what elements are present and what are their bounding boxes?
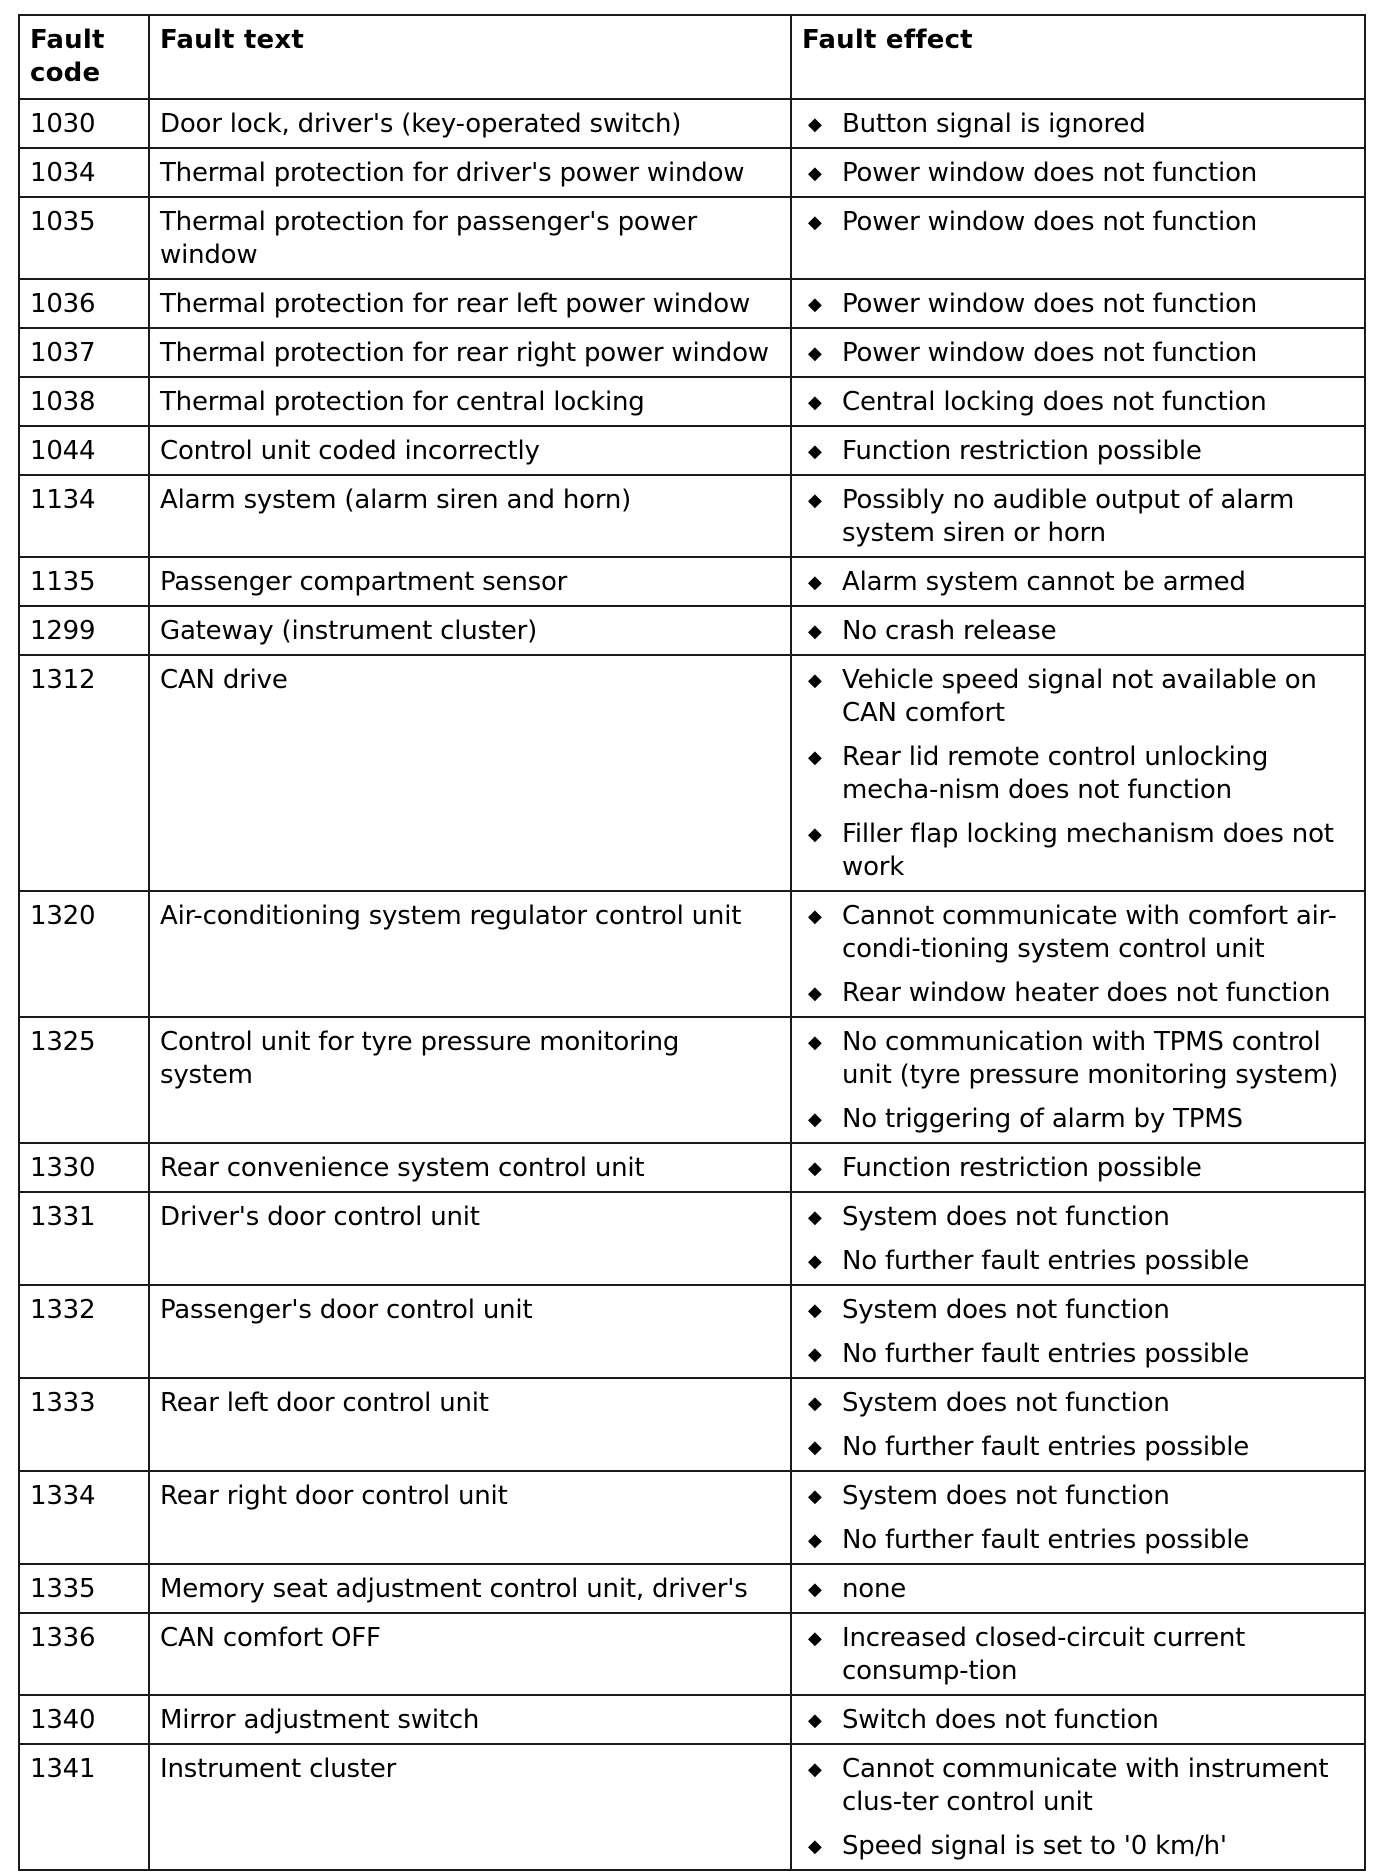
fault-effect-cell [791, 606, 1365, 655]
diamond-bullet-icon: ◆ [808, 572, 822, 593]
fault-text-cell: Alarm system (alarm siren and horn) [149, 475, 791, 557]
fault-effect-cell [791, 1613, 1365, 1695]
fault-code-cell: 1325 [19, 1017, 149, 1143]
table-row [19, 99, 1365, 148]
list-item [802, 386, 1354, 419]
table-row [19, 1471, 1365, 1564]
list-item [802, 1524, 1354, 1557]
fault-code-cell: 1299 [19, 606, 149, 655]
fault-effect-cell [791, 1143, 1365, 1192]
fault-effect-text: none [842, 1574, 907, 1604]
diamond-bullet-icon: ◆ [808, 1158, 822, 1179]
fault-code-cell: 1320 [19, 891, 149, 1017]
fault-effect-list [802, 1480, 1354, 1557]
list-item [802, 1753, 1354, 1819]
fault-effect-list [802, 664, 1354, 884]
fault-effect-cell [791, 99, 1365, 148]
fault-effect-text: Power window does not function [842, 289, 1258, 319]
table-row [19, 328, 1365, 377]
fault-text-cell: Passenger compartment sensor [149, 557, 791, 606]
fault-code-cell: 1037 [19, 328, 149, 377]
fault-code-cell: 1333 [19, 1378, 149, 1471]
table-row [19, 148, 1365, 197]
list-item [802, 484, 1354, 550]
fault-effect-list [802, 206, 1354, 239]
fault-effect-list [802, 1387, 1354, 1464]
fault-text-cell: Thermal protection for passenger's power window [149, 197, 791, 279]
header-fault-effect-label: Fault effect [802, 25, 973, 55]
fault-text-cell: Rear left door control unit [149, 1378, 791, 1471]
fault-text-cell: Control unit for tyre pressure monitoring system [149, 1017, 791, 1143]
fault-code-cell: 1034 [19, 148, 149, 197]
fault-text-cell: Rear right door control unit [149, 1471, 791, 1564]
list-item [802, 1201, 1354, 1234]
list-item [802, 664, 1354, 730]
fault-effect-text: Cannot communicate with instrument clus-ter control unit [842, 1754, 1329, 1817]
fault-text-cell: Instrument cluster [149, 1744, 791, 1870]
table-row [19, 1744, 1365, 1870]
fault-effect-text: System does not function [842, 1202, 1170, 1232]
diamond-bullet-icon: ◆ [808, 1300, 822, 1321]
diamond-bullet-icon: ◆ [808, 294, 822, 315]
fault-text-cell: Gateway (instrument cluster) [149, 606, 791, 655]
table-row [19, 1695, 1365, 1744]
fault-effect-list [802, 435, 1354, 468]
list-item [802, 157, 1354, 190]
list-item [802, 1830, 1354, 1863]
fault-effect-cell [791, 557, 1365, 606]
diamond-bullet-icon: ◆ [808, 1530, 822, 1551]
fault-effect-text: System does not function [842, 1481, 1170, 1511]
table-row [19, 377, 1365, 426]
list-item [802, 900, 1354, 966]
fault-code-cell: 1036 [19, 279, 149, 328]
fault-effect-text: Rear lid remote control unlocking mecha-nism does not function [842, 742, 1269, 805]
header-fault-effect [791, 15, 1365, 99]
fault-code-cell: 1135 [19, 557, 149, 606]
fault-effect-text: Speed signal is set to '0 km/h' [842, 1831, 1227, 1861]
diamond-bullet-icon: ◆ [808, 1207, 822, 1228]
fault-effect-text: Alarm system cannot be armed [842, 567, 1246, 597]
fault-code-cell: 1035 [19, 197, 149, 279]
fault-effect-text: Power window does not function [842, 158, 1258, 188]
diamond-bullet-icon: ◆ [808, 621, 822, 642]
diamond-bullet-icon: ◆ [808, 670, 822, 691]
list-item [802, 337, 1354, 370]
fault-effect-text: System does not function [842, 1295, 1170, 1325]
diamond-bullet-icon: ◆ [808, 1251, 822, 1272]
table-body [19, 99, 1365, 1870]
fault-effect-cell [791, 1695, 1365, 1744]
fault-effect-list [802, 566, 1354, 599]
fault-code-cell: 1336 [19, 1613, 149, 1695]
fault-effect-list [802, 108, 1354, 141]
diamond-bullet-icon: ◆ [808, 114, 822, 135]
fault-effect-text: No crash release [842, 616, 1057, 646]
fault-effect-list [802, 1152, 1354, 1185]
fault-effect-list [802, 1294, 1354, 1371]
header-fault-code [19, 15, 149, 99]
fault-effect-cell [791, 426, 1365, 475]
fault-effect-text: Function restriction possible [842, 1153, 1202, 1183]
table-row [19, 1285, 1365, 1378]
list-item [802, 1387, 1354, 1420]
fault-effect-list [802, 337, 1354, 370]
fault-text-cell: Mirror adjustment switch [149, 1695, 791, 1744]
table-row [19, 1143, 1365, 1192]
fault-text-cell: Passenger's door control unit [149, 1285, 791, 1378]
fault-effect-cell [791, 328, 1365, 377]
list-item [802, 818, 1354, 884]
diamond-bullet-icon: ◆ [808, 747, 822, 768]
table-row [19, 1017, 1365, 1143]
fault-text-cell: Driver's door control unit [149, 1192, 791, 1285]
fault-text-cell: CAN comfort OFF [149, 1613, 791, 1695]
diamond-bullet-icon: ◆ [808, 1109, 822, 1130]
fault-code-cell: 1341 [19, 1744, 149, 1870]
fault-code-cell: 1331 [19, 1192, 149, 1285]
table-row [19, 475, 1365, 557]
fault-code-cell: 1334 [19, 1471, 149, 1564]
list-item [802, 1431, 1354, 1464]
fault-effect-cell [791, 1285, 1365, 1378]
fault-code-table [18, 14, 1366, 1871]
list-item [802, 615, 1354, 648]
list-item [802, 206, 1354, 239]
fault-text-cell: Thermal protection for rear right power window [149, 328, 791, 377]
fault-effect-text: Central locking does not function [842, 387, 1267, 417]
fault-effect-text: No communication with TPMS control unit (tyre pressure monitoring system) [842, 1027, 1339, 1090]
fault-effect-list [802, 157, 1354, 190]
fault-effect-list [802, 1201, 1354, 1278]
diamond-bullet-icon: ◆ [808, 1486, 822, 1507]
diamond-bullet-icon: ◆ [808, 1393, 822, 1414]
table-row [19, 426, 1365, 475]
list-item [802, 1103, 1354, 1136]
diamond-bullet-icon: ◆ [808, 1579, 822, 1600]
fault-effect-list [802, 1622, 1354, 1688]
table-row [19, 279, 1365, 328]
table-row [19, 1192, 1365, 1285]
diamond-bullet-icon: ◆ [808, 441, 822, 462]
fault-effect-text: System does not function [842, 1388, 1170, 1418]
fault-code-cell: 1340 [19, 1695, 149, 1744]
fault-effect-text: Vehicle speed signal not available on CAN comfort [842, 665, 1317, 728]
fault-text-cell: Memory seat adjustment control unit, driver's [149, 1564, 791, 1613]
header-fault-code-label: Fault code [30, 25, 105, 88]
diamond-bullet-icon: ◆ [808, 1710, 822, 1731]
list-item [802, 1338, 1354, 1371]
fault-effect-cell [791, 377, 1365, 426]
diamond-bullet-icon: ◆ [808, 983, 822, 1004]
fault-text-cell: Rear convenience system control unit [149, 1143, 791, 1192]
fault-effect-list [802, 1573, 1354, 1606]
fault-code-cell: 1134 [19, 475, 149, 557]
diamond-bullet-icon: ◆ [808, 163, 822, 184]
fault-effect-text: Power window does not function [842, 338, 1258, 368]
fault-effect-list [802, 1753, 1354, 1863]
fault-text-cell: CAN drive [149, 655, 791, 891]
fault-code-cell: 1332 [19, 1285, 149, 1378]
fault-effect-list [802, 288, 1354, 321]
fault-effect-cell [791, 148, 1365, 197]
fault-code-cell: 1044 [19, 426, 149, 475]
table-row [19, 197, 1365, 279]
diamond-bullet-icon: ◆ [808, 906, 822, 927]
fault-effect-cell [791, 1378, 1365, 1471]
table-header-row [19, 15, 1365, 99]
diamond-bullet-icon: ◆ [808, 1344, 822, 1365]
table-row [19, 1564, 1365, 1613]
list-item [802, 288, 1354, 321]
fault-effect-list [802, 386, 1354, 419]
diamond-bullet-icon: ◆ [808, 343, 822, 364]
header-fault-text [149, 15, 791, 99]
diamond-bullet-icon: ◆ [808, 490, 822, 511]
fault-code-cell: 1030 [19, 99, 149, 148]
fault-effect-list [802, 900, 1354, 1010]
fault-effect-cell [791, 891, 1365, 1017]
list-item [802, 1622, 1354, 1688]
table-row [19, 1613, 1365, 1695]
fault-text-cell: Control unit coded incorrectly [149, 426, 791, 475]
list-item [802, 1480, 1354, 1513]
diamond-bullet-icon: ◆ [808, 1437, 822, 1458]
fault-effect-text: No further fault entries possible [842, 1432, 1250, 1462]
fault-effect-text: No further fault entries possible [842, 1525, 1250, 1555]
list-item [802, 1026, 1354, 1092]
fault-text-cell: Air-conditioning system regulator control unit [149, 891, 791, 1017]
table-row [19, 557, 1365, 606]
fault-effect-text: No further fault entries possible [842, 1246, 1250, 1276]
fault-code-cell: 1038 [19, 377, 149, 426]
fault-effect-text: Cannot communicate with comfort air-condi-tioning system control unit [842, 901, 1337, 964]
fault-effect-cell [791, 279, 1365, 328]
fault-effect-list [802, 1704, 1354, 1737]
table-row [19, 1378, 1365, 1471]
fault-effect-text: No triggering of alarm by TPMS [842, 1104, 1243, 1134]
fault-text-cell: Thermal protection for driver's power window [149, 148, 791, 197]
fault-effect-text: Function restriction possible [842, 436, 1202, 466]
list-item [802, 435, 1354, 468]
fault-effect-cell [791, 1471, 1365, 1564]
list-item [802, 977, 1354, 1010]
list-item [802, 1245, 1354, 1278]
fault-effect-cell [791, 1192, 1365, 1285]
list-item [802, 1704, 1354, 1737]
diamond-bullet-icon: ◆ [808, 1836, 822, 1857]
fault-effect-text: Possibly no audible output of alarm system siren or horn [842, 485, 1295, 548]
fault-effect-cell [791, 1744, 1365, 1870]
fault-effect-cell [791, 197, 1365, 279]
fault-effect-text: Increased closed-circuit current consump-tion [842, 1623, 1246, 1686]
list-item [802, 1573, 1354, 1606]
fault-effect-cell [791, 655, 1365, 891]
fault-effect-list [802, 615, 1354, 648]
fault-effect-list [802, 484, 1354, 550]
fault-effect-text: Power window does not function [842, 207, 1258, 237]
fault-code-cell: 1312 [19, 655, 149, 891]
fault-text-cell: Thermal protection for rear left power window [149, 279, 791, 328]
fault-effect-text: Rear window heater does not function [842, 978, 1331, 1008]
fault-text-cell: Thermal protection for central locking [149, 377, 791, 426]
diamond-bullet-icon: ◆ [808, 1759, 822, 1780]
fault-effect-cell [791, 1017, 1365, 1143]
diamond-bullet-icon: ◆ [808, 824, 822, 845]
fault-text-cell: Door lock, driver's (key-operated switch) [149, 99, 791, 148]
list-item [802, 1152, 1354, 1185]
list-item [802, 741, 1354, 807]
fault-effect-cell [791, 1564, 1365, 1613]
header-fault-text-label: Fault text [160, 25, 304, 55]
fault-effect-text: No further fault entries possible [842, 1339, 1250, 1369]
list-item [802, 566, 1354, 599]
list-item [802, 108, 1354, 141]
fault-code-cell: 1330 [19, 1143, 149, 1192]
fault-effect-text: Button signal is ignored [842, 109, 1146, 139]
fault-effect-text: Filler flap locking mechanism does not work [842, 819, 1334, 882]
table-row [19, 606, 1365, 655]
table-row [19, 891, 1365, 1017]
diamond-bullet-icon: ◆ [808, 212, 822, 233]
fault-effect-text: Switch does not function [842, 1705, 1159, 1735]
list-item [802, 1294, 1354, 1327]
diamond-bullet-icon: ◆ [808, 1628, 822, 1649]
diamond-bullet-icon: ◆ [808, 1032, 822, 1053]
fault-code-cell: 1335 [19, 1564, 149, 1613]
table-row [19, 655, 1365, 891]
fault-effect-cell [791, 475, 1365, 557]
fault-effect-list [802, 1026, 1354, 1136]
diamond-bullet-icon: ◆ [808, 392, 822, 413]
